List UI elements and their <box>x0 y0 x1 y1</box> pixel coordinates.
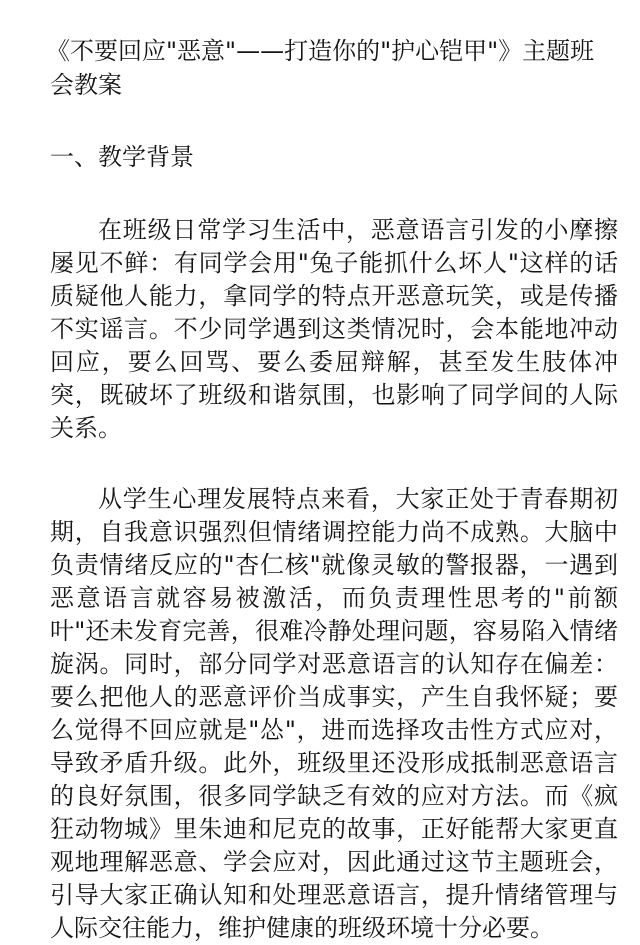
document-title: 《不要回应"恶意"——打造你的"护心铠甲"》主题班会教案 <box>46 37 595 99</box>
paragraph-background-1: 在班级日常学习生活中，恶意语言引发的小摩擦屡见不鲜：有同学会用"兔子能抓什么坏人"这样的话质疑他人能力，拿同学的特点开恶意玩笑，或是传播不实谣言。不少同学遇到这类情况时，会本能地冲动回应，要么回骂、要么委屈辩解，甚至发生肢体冲突，既破坏了班级和谐氛围，也影响了同学间的人际关系。 <box>50 216 618 442</box>
paragraph-background-2: 从学生心理发展特点来看，大家正处于青春期初期，自我意识强烈但情绪调控能力尚不成熟。大脑中负责情绪反应的"杏仁核"就像灵敏的警报器，一遇到恶意语言就容易被激活，而负责理性思考的"前额叶"还未发育完善，很难冷静处理问题，容易陷入情绪旋涡。同时，部分同学对恶意语言的认知存在偏差：要么把他人的恶意评价当成事实，产生自我怀疑；要么觉得不回应就是"怂"，进而选择攻击性方式应对，导致矛盾升级。此外，班级里还没形成抵制恶意语言的良好氛围，很多同学缺乏有效的应对方法。而《疯狂动物城》里朱迪和尼克的故事，正好能帮大家更直观地理解恶意、学会应对，因此通过这节主题班会，引导大家正确认知和处理恶意语言，提升情绪管理与人际交往能力，维护健康的班级环境十分必要。 <box>50 485 618 942</box>
section-heading: 一、教学背景 <box>50 143 194 171</box>
